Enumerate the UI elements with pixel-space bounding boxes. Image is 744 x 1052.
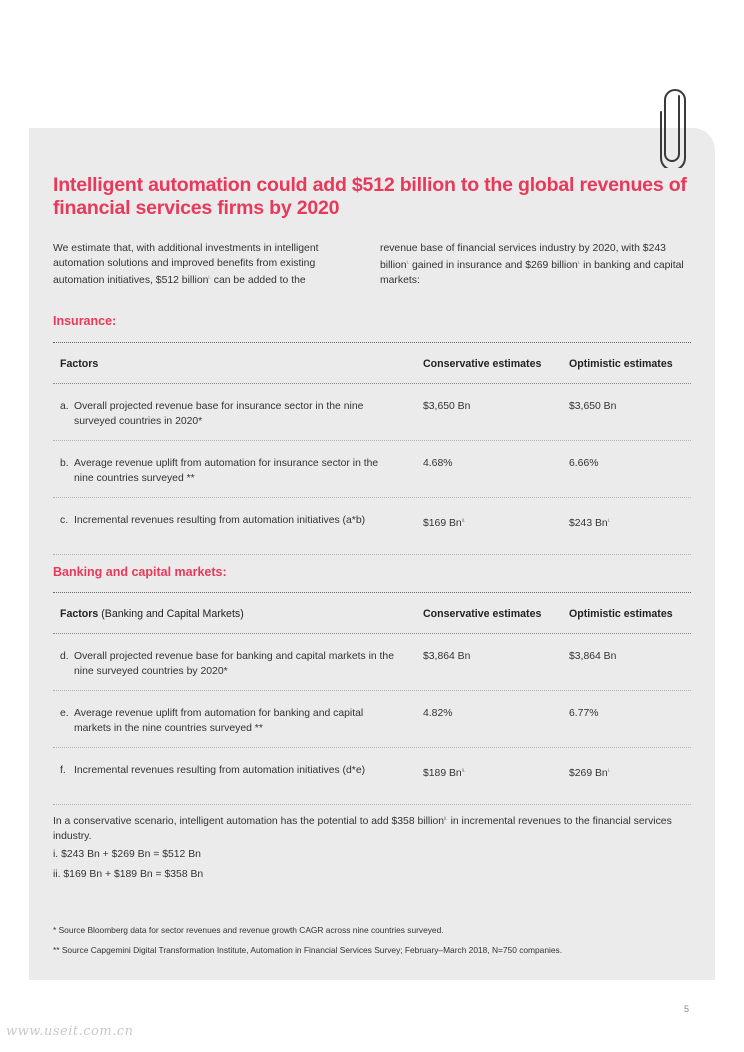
- insurance-table: [53, 342, 691, 555]
- header-factors: Factors (Banking and Capital Markets): [60, 608, 244, 620]
- row-conservative: $3,650 Bn: [423, 401, 471, 412]
- calc-line-1: i. $243 Bn + $269 Bn = $512 Bn: [53, 849, 201, 860]
- row-label: c. Incremental revenues resulting from automation initiatives (a*b): [60, 515, 366, 526]
- row-optimistic: 6.66%: [569, 458, 599, 469]
- paperclip-icon: [657, 88, 693, 168]
- row-optimistic: 6.77%: [569, 708, 599, 719]
- header-conservative: Conservative estimates: [423, 358, 542, 370]
- footnote-2: ** Source Capgemini Digital Transformation Institute, Automation in Financial Services Survey; February–March 2018, N=750 companies.: [53, 945, 563, 955]
- row-label: e. Average revenue uplift from automation for banking and capital markets in the nine countries surveyed **: [60, 708, 364, 734]
- row-label: b. Average revenue uplift from automation for insurance sector in the nine countries surveyed **: [60, 458, 379, 484]
- table-row: [53, 441, 691, 498]
- watermark: www.useit.com.cn: [6, 1024, 134, 1039]
- banking-table: [53, 592, 691, 805]
- page-title: Intelligent automation could add $512 billion to the global revenues of financial services firms by 2020: [53, 174, 687, 219]
- row-label: d. Overall projected revenue base for banking and capital markets in the nine surveyed countries by 2020*: [60, 651, 394, 677]
- row-label: f. Incremental revenues resulting from automation initiatives (d*e): [60, 765, 366, 776]
- table-row: [53, 691, 691, 748]
- row-optimistic: $243 $Bn^{i.}$: [569, 518, 611, 529]
- row-conservative: $3,864 Bn: [423, 651, 471, 662]
- header-factors: Factors: [60, 358, 99, 370]
- table-header-row: [53, 593, 691, 634]
- header-conservative: Conservative estimates: [423, 608, 542, 620]
- table-row: [53, 748, 691, 805]
- header-optimistic: Optimistic estimates: [569, 608, 673, 620]
- row-conservative: 4.68%: [423, 458, 453, 469]
- row-label: a. Overall projected revenue base for insurance sector in the nine surveyed countries in 2020*: [60, 401, 364, 427]
- intro-left: We estimate that, with additional investments in intelligent automation solutions and improved benefits from existing automation initiatives, $512 billion$^{i.}$ can be added to the: [53, 243, 319, 286]
- table-row: [53, 384, 691, 441]
- banking-heading: Banking and capital markets:: [53, 565, 227, 579]
- footnote-1: * Source Bloomberg data for sector revenues and revenue growth CAGR across nine countries surveyed.: [53, 925, 444, 935]
- table-header-row: [53, 343, 691, 384]
- table-row: [53, 498, 691, 555]
- row-optimistic: $3,864 Bn: [569, 651, 617, 662]
- row-conservative: $189 $Bn^{ii.}$: [423, 768, 466, 779]
- insurance-heading: Insurance:: [53, 314, 117, 328]
- row-optimistic: $3,650 Bn: [569, 401, 617, 412]
- page-number: 5: [684, 1004, 690, 1014]
- row-conservative: $169 $Bn^{ii.}$: [423, 518, 466, 529]
- calc-line-2: ii. $169 Bn + $189 Bn = $358 Bn: [53, 869, 204, 880]
- header-optimistic: Optimistic estimates: [569, 358, 673, 370]
- row-optimistic: $269 $Bn^{i.}$: [569, 768, 611, 779]
- intro-right: revenue base of financial services industry by 2020, with $243 billion$^{i.}$ gained in insurance and $269 billion$^{i.}$ in banking and capital markets:: [380, 243, 684, 286]
- table-row: [53, 634, 691, 691]
- conclusion-text: In a conservative scenario, intelligent automation has the potential to add $358 billion$^{ii.}$ in incremental revenues to the financial services industry.: [53, 816, 672, 842]
- row-conservative: 4.82%: [423, 708, 453, 719]
